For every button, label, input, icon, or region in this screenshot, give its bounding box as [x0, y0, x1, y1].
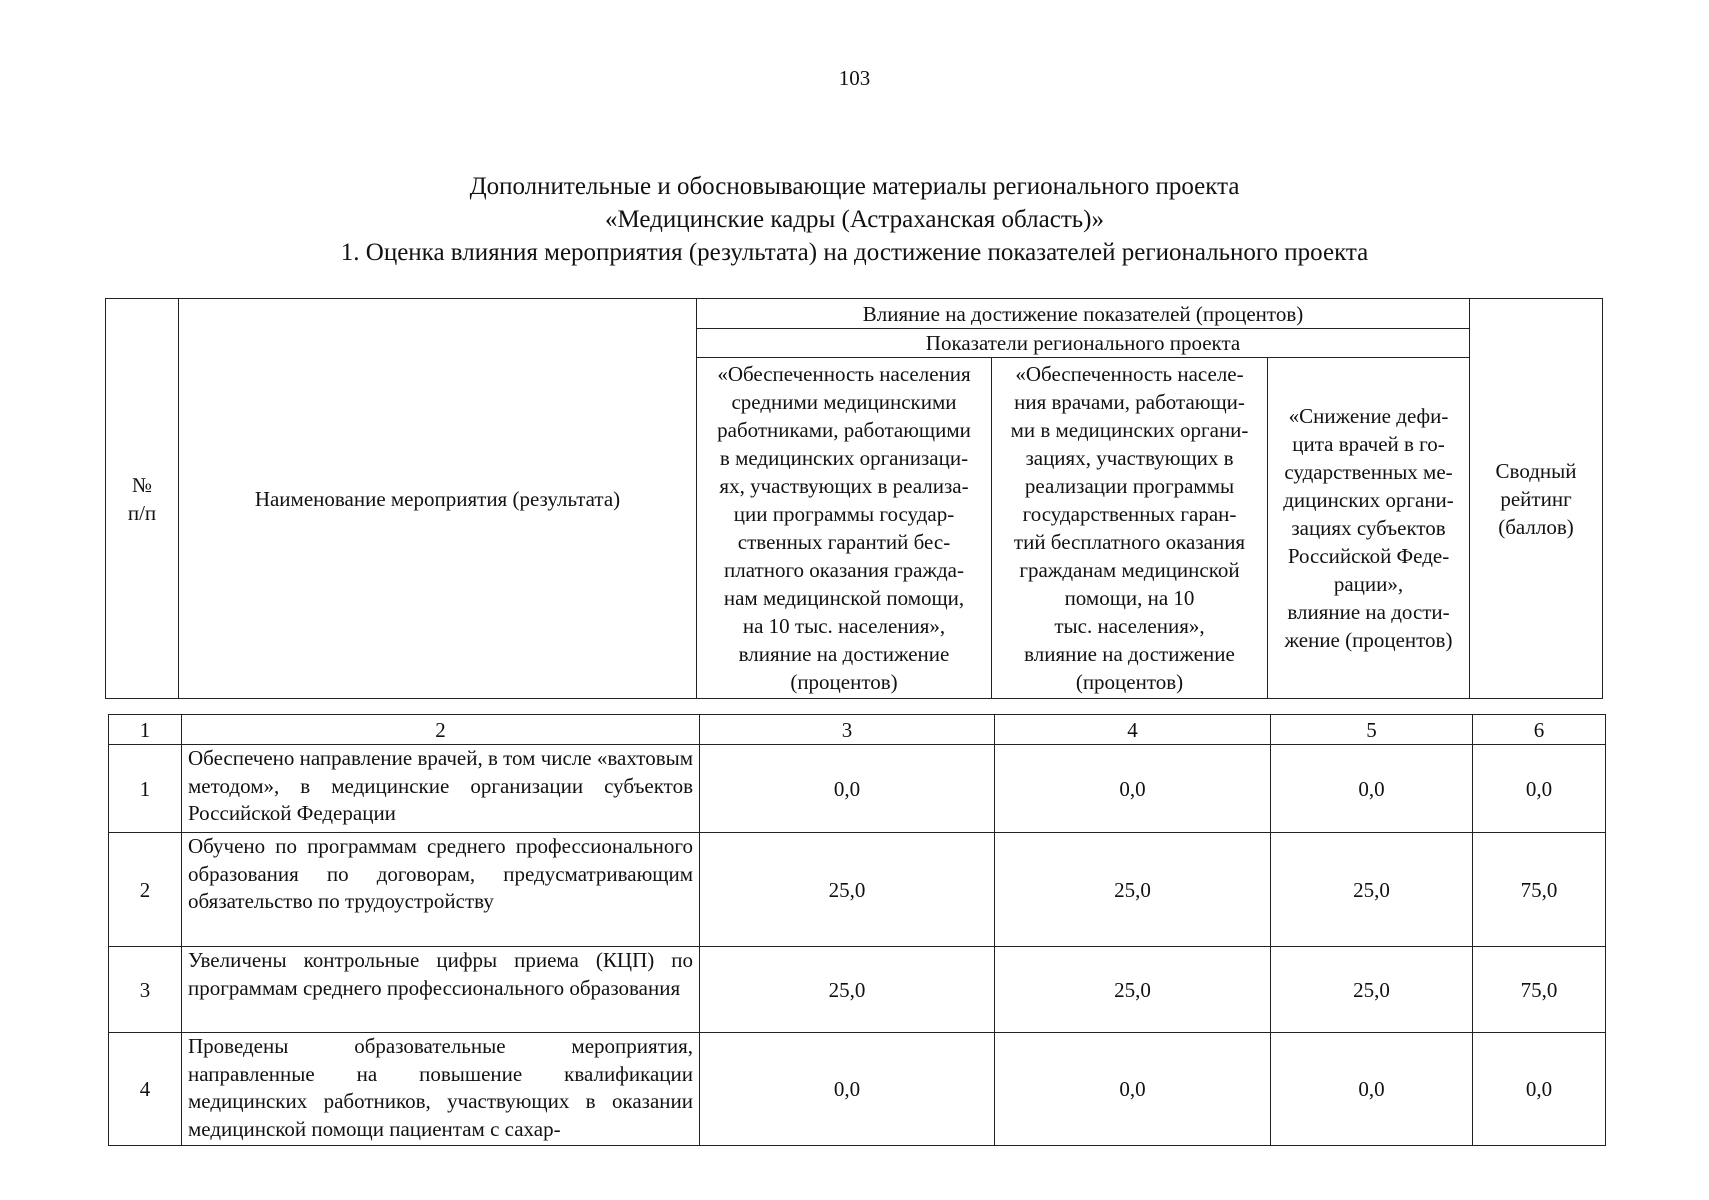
- header-indicator-1: «Обеспеченность населения средними медицинскими работниками, работающими в медицинских организаци- ях, участвующих в реализа- ции программы государ- ственных гарантий бес- платного оказания гражда- нам медицинской помощи, на 10 тыс. населения», влияние на достижение (процентов): [697, 358, 992, 699]
- row-value: 0,0: [1271, 1033, 1473, 1146]
- heading-line-2: «Медицинские кадры (Астраханская область)»: [605, 206, 1104, 233]
- table-row: [109, 833, 1606, 947]
- document-heading: [0, 170, 1709, 269]
- column-number: 4: [995, 715, 1271, 745]
- row-value: 25,0: [995, 833, 1271, 947]
- header-rating: Сводный рейтинг (баллов): [1470, 299, 1603, 699]
- row-number: 1: [109, 745, 182, 833]
- row-rating: 0,0: [1473, 745, 1606, 833]
- row-value: 0,0: [995, 745, 1271, 833]
- table-row: [109, 1033, 1606, 1146]
- heading-line-1: Дополнительные и обосновывающие материалы регионального проекта: [469, 173, 1240, 200]
- row-rating: 0,0: [1473, 1033, 1606, 1146]
- row-name: Обеспечено направление врачей, в том числе «вахтовым методом», в медицинские организации субъектов Российской Федерации: [182, 745, 700, 833]
- header-indicators: Показатели регионального проекта: [697, 329, 1470, 358]
- column-number: 3: [700, 715, 995, 745]
- row-rating: 75,0: [1473, 947, 1606, 1033]
- row-value: 0,0: [1271, 745, 1473, 833]
- row-number: 4: [109, 1033, 182, 1146]
- row-value: 25,0: [995, 947, 1271, 1033]
- header-col-name: Наименование мероприятия (результата): [179, 299, 697, 699]
- row-value: 25,0: [700, 947, 995, 1033]
- column-number-row: [109, 715, 1606, 745]
- header-influence: Влияние на достижение показателей (процентов): [697, 299, 1470, 329]
- row-value: 25,0: [1271, 833, 1473, 947]
- row-number: 3: [109, 947, 182, 1033]
- header-indicator-2: «Обеспеченность населе- ния врачами, работающи- ми в медицинских органи- зациях, участвующих в реализации программы государственных гаран- тий бесплатного оказания гражданам медицинской помощи, на 10 тыс. населения», влияние на достижение (процентов): [992, 358, 1268, 699]
- row-name: Обучено по программам среднего профессионального образования по договорам, предусматривающим обязательство по трудоустройству: [182, 833, 700, 947]
- row-name: Увеличены контрольные цифры приема (КЦП) по программам среднего профессионального образования: [182, 947, 700, 1033]
- column-number: 2: [182, 715, 700, 745]
- table-body: [108, 714, 1606, 1146]
- column-number: 1: [109, 715, 182, 745]
- row-value: 0,0: [700, 1033, 995, 1146]
- table-header: [105, 298, 1603, 699]
- column-number: 6: [1473, 715, 1606, 745]
- table-row: [109, 947, 1606, 1033]
- row-rating: 75,0: [1473, 833, 1606, 947]
- row-name: Проведены образовательные мероприятия, направленные на повышение квалификации медицинских работников, участвующих в оказании медицинской помощи пациентам с сахар-: [182, 1033, 700, 1146]
- column-number: 5: [1271, 715, 1473, 745]
- row-value: 25,0: [700, 833, 995, 947]
- row-number: 2: [109, 833, 182, 947]
- row-value: 0,0: [700, 745, 995, 833]
- table-row: [109, 745, 1606, 833]
- page-number: 103: [838, 66, 871, 90]
- row-value: 25,0: [1271, 947, 1473, 1033]
- header-indicator-3: «Снижение дефи- цита врачей в го- сударственных ме- дицинских органи- зациях субъектов Российской Феде- рации», влияние на дости- жение (процентов): [1268, 358, 1470, 699]
- row-value: 0,0: [995, 1033, 1271, 1146]
- heading-line-3: 1. Оценка влияния мероприятия (результата) на достижение показателей регионального проекта: [340, 239, 1369, 266]
- header-col-number: № п/п: [106, 299, 179, 699]
